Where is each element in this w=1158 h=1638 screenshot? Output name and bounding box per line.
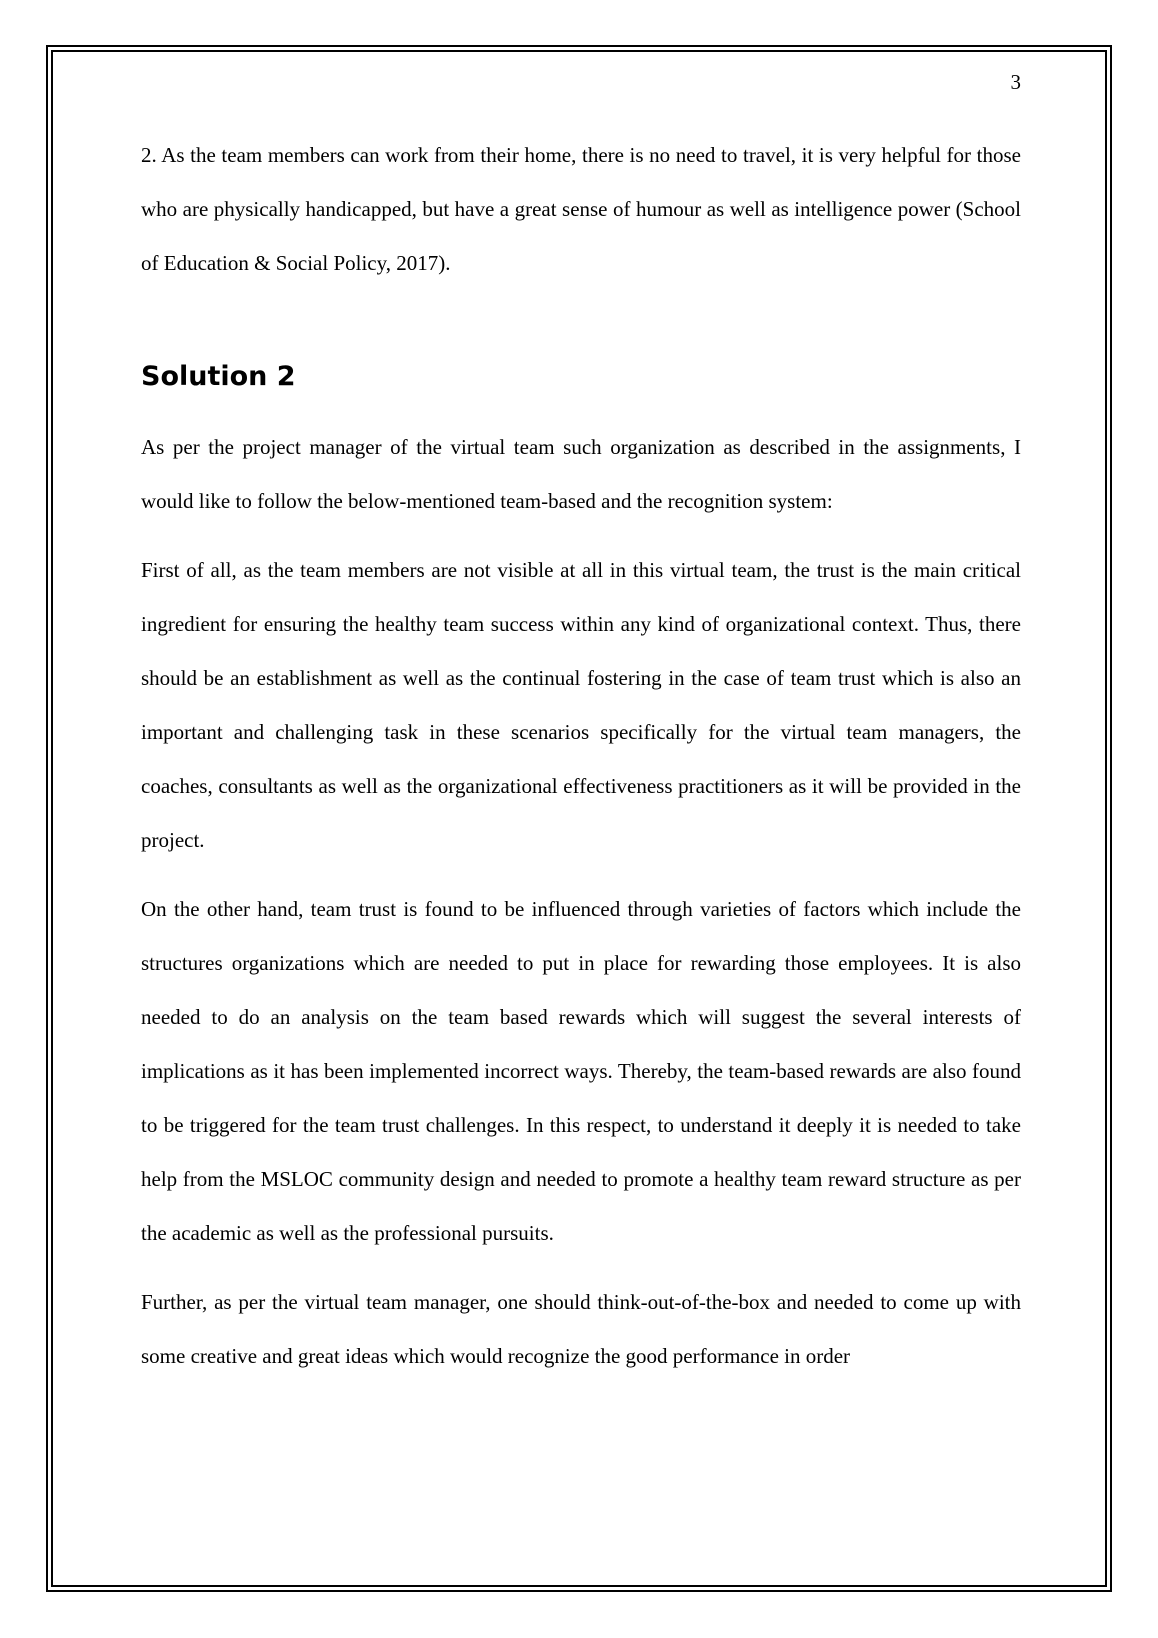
document-body [141, 128, 1021, 1398]
intro-paragraph: 2. As the team members can work from their home, there is no need to travel, it is very helpful for those who are physically handicapped, but have a great sense of humour as well as intelligence power (School of Education & Social Policy, 2017). [141, 143, 1021, 275]
section-heading: Solution 2 [141, 361, 296, 392]
body-paragraph: Further, as per the virtual team manager, one should think-out-of-the-box and needed to come up with some creative and great ideas which would recognize the good performance in order [141, 1290, 1021, 1368]
body-paragraph: As per the project manager of the virtual team such organization as described in the assignments, I would like to follow the below-mentioned team-based and the recognition system: [141, 435, 1021, 513]
page-number: 3 [1010, 70, 1021, 94]
body-paragraph: First of all, as the team members are not visible at all in this virtual team, the trust is the main critical ingredient for ensuring the healthy team success within any kind of organizational context. Thus, there should be an establishment as well as the continual fostering in the case of team trust which is also an important and challenging task in these scenarios specifically for the virtual team managers, the coaches, consultants as well as the organizational effectiveness practitioners as it will be provided in the project. [141, 558, 1021, 852]
body-paragraph: On the other hand, team trust is found to be influenced through varieties of factors which include the structures organizations which are needed to put in place for rewarding those employees. It is also needed to do an analysis on the team based rewards which will suggest the several interests of implications as it has been implemented incorrect ways. Thereby, the team-based rewards are also found to be triggered for the team trust challenges. In this respect, to understand it deeply it is needed to take help from the MSLOC community design and needed to promote a healthy team reward structure as per the academic as well as the professional pursuits. [141, 897, 1021, 1245]
